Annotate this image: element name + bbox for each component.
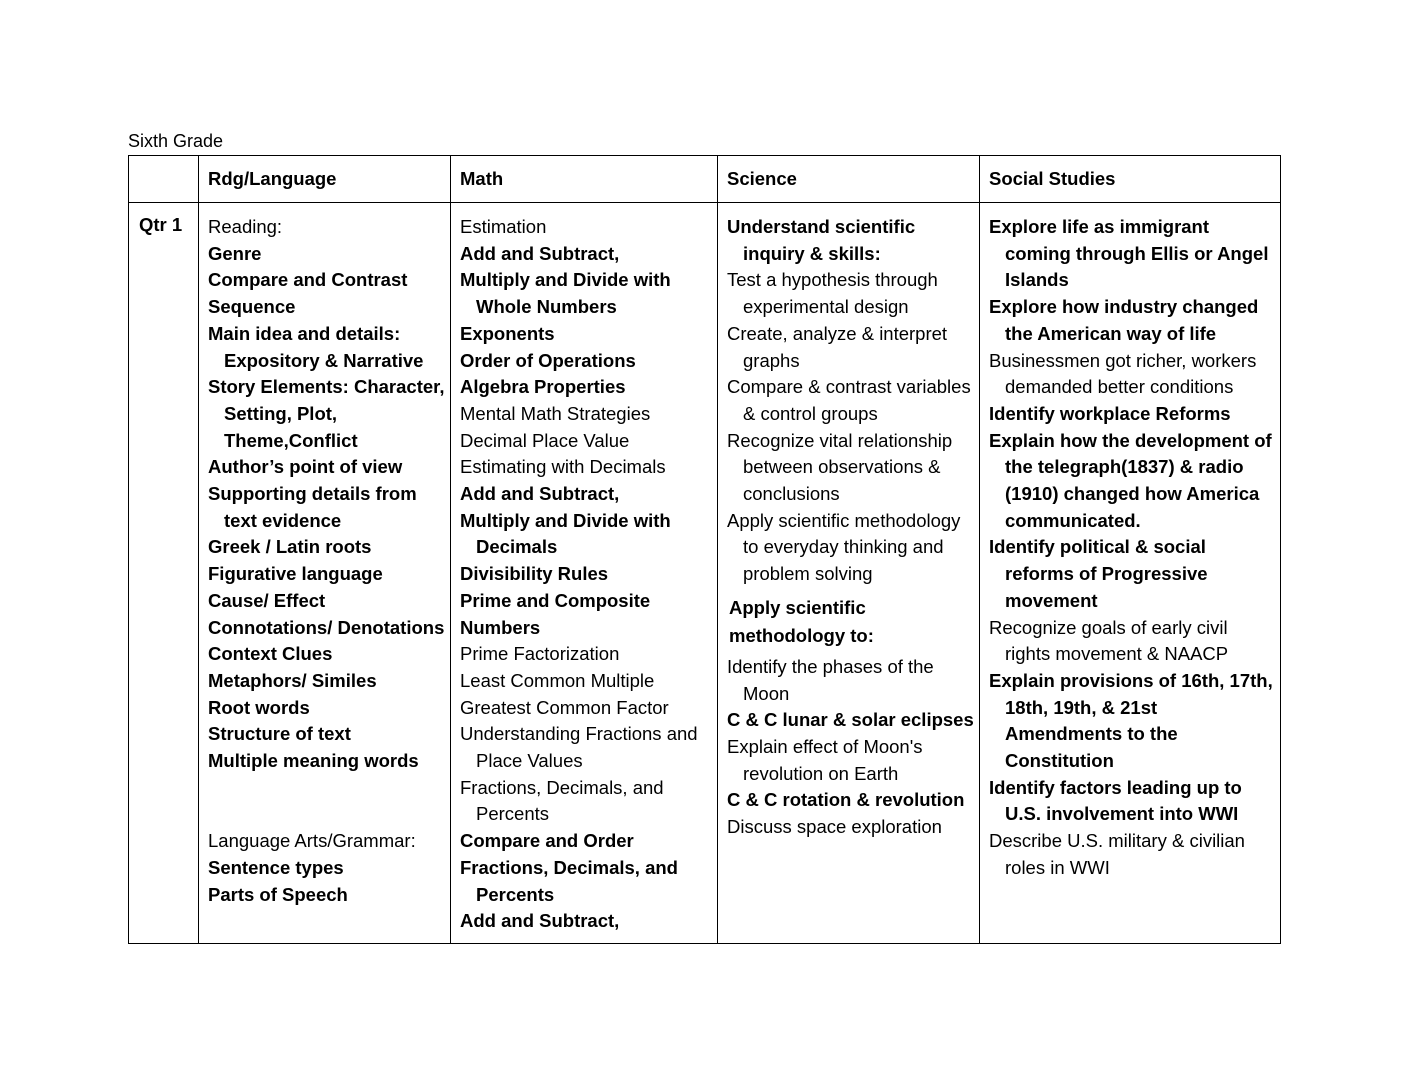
- list-item: Prime and Composite: [460, 589, 651, 611]
- list-item: Root words: [208, 696, 310, 718]
- list-item: Supporting details from text evidence: [208, 483, 417, 531]
- list-item: Add and Subtract,: [460, 483, 620, 505]
- list-item: Numbers: [460, 616, 541, 638]
- list-item: Fractions, Decimals, and Percents: [460, 776, 664, 825]
- list-item: C & C rotation & revolution: [727, 789, 965, 811]
- list-item: Sentence types: [208, 856, 344, 878]
- list-item: Metaphors/ Similes: [208, 669, 377, 691]
- list-item: Divisibility Rules: [460, 563, 609, 585]
- list-item: Compare & contrast variables & control groups: [727, 376, 971, 424]
- list-item: Connotations/ Denotations: [208, 616, 445, 638]
- list-item: Fractions, Decimals, and Percents: [460, 856, 678, 905]
- list-item: Test a hypothesis through experimental design: [727, 269, 938, 318]
- science-skills-list: [727, 214, 975, 588]
- list-item: Sequence: [208, 296, 296, 318]
- reading-list: [208, 214, 446, 775]
- header-corner: [129, 156, 199, 203]
- list-item: Language Arts/Grammar:: [208, 830, 416, 852]
- list-item: Least Common Multiple: [460, 669, 655, 691]
- social-studies-list: [989, 214, 1276, 882]
- quarter-label: Qtr 1: [129, 203, 199, 944]
- list-item: Estimation: [460, 216, 547, 237]
- list-item: C & C lunar & solar eclipses: [727, 709, 974, 731]
- list-item: Compare and Order: [460, 830, 634, 852]
- list-item: Story Elements: Character, Setting, Plot, Theme,Conflict: [208, 376, 445, 451]
- list-item: Identify factors leading up to U.S. involvement into WWI: [989, 776, 1242, 825]
- page-heading: Sixth Grade: [128, 131, 224, 151]
- header-reading-language: Rdg/Language: [199, 156, 451, 203]
- list-item: Explore life as immigrant coming through Ellis or Angel Islands: [989, 216, 1269, 291]
- list-item: Explain provisions of 16th, 17th, 18th, 19th, & 21st Amendments to the Constitution: [989, 669, 1273, 772]
- list-item: Compare and Contrast: [208, 269, 408, 291]
- list-item: Explore how industry changed the American way of life: [989, 296, 1259, 344]
- list-item: Discuss space exploration: [727, 816, 942, 838]
- math-cell: [451, 203, 718, 944]
- list-item: Parts of Speech: [208, 883, 348, 905]
- reading-spacer: [208, 775, 446, 828]
- list-item: Genre: [208, 242, 262, 264]
- grammar-list: [208, 828, 446, 908]
- social-studies-cell: [980, 203, 1281, 944]
- list-item: Greatest Common Factor: [460, 696, 669, 718]
- list-item: Apply scientific methodology to everyday thinking and problem solving: [727, 509, 961, 585]
- science-moon-list: [727, 654, 975, 841]
- list-item: Explain how the development of the telegraph(1837) & radio (1910) changed how America communicated.: [989, 429, 1272, 531]
- list-item: Describe U.S. military & civilian roles in WWI: [989, 830, 1245, 878]
- list-item: Order of Operations: [460, 349, 636, 371]
- list-item: Mental Math Strategies: [460, 402, 651, 424]
- list-item: Multiply and Divide with Decimals: [460, 509, 671, 558]
- list-item: Recognize vital relationship between observations & conclusions: [727, 429, 953, 505]
- list-item: Multiple meaning words: [208, 750, 419, 772]
- science-subheading: Apply scientific methodology to:: [729, 596, 874, 646]
- list-item: Cause/ Effect: [208, 589, 326, 611]
- list-item: Exponents: [460, 322, 555, 344]
- list-item: Greek / Latin roots: [208, 536, 372, 558]
- list-item: Main idea and details: Expository & Narrative: [208, 322, 424, 371]
- science-cell: [718, 203, 980, 944]
- list-item: Understand scientific inquiry & skills:: [727, 216, 916, 264]
- quarter-row: [129, 203, 1281, 944]
- list-item: Algebra Properties: [460, 376, 626, 398]
- reading-language-cell: [199, 203, 451, 944]
- header-row: [129, 156, 1281, 203]
- curriculum-table: [128, 155, 1281, 944]
- list-item: Create, analyze & interpret graphs: [727, 322, 948, 371]
- list-item: Structure of text: [208, 723, 351, 745]
- list-item: Add and Subtract,: [460, 242, 620, 264]
- list-item: Identify the phases of the Moon: [727, 655, 934, 704]
- list-item: Reading:: [208, 216, 283, 237]
- list-item: Figurative language: [208, 563, 383, 585]
- list-item: Multiply and Divide with Whole Numbers: [460, 269, 671, 318]
- list-item: Decimal Place Value: [460, 429, 630, 451]
- header-math: Math: [451, 156, 718, 203]
- math-list: [460, 214, 713, 935]
- list-item: Add and Subtract,: [460, 910, 620, 932]
- list-item: Businessmen got richer, workers demanded better conditions: [989, 349, 1257, 398]
- list-item: Identify workplace Reforms: [989, 402, 1231, 424]
- list-item: Recognize goals of early civil rights movement & NAACP: [989, 616, 1229, 665]
- header-social-studies: Social Studies: [980, 156, 1281, 203]
- header-science: Science: [718, 156, 980, 203]
- list-item: Author’s point of view: [208, 456, 403, 478]
- list-item: Prime Factorization: [460, 643, 620, 665]
- list-item: Explain effect of Moon's revolution on Earth: [727, 735, 923, 784]
- list-item: Estimating with Decimals: [460, 456, 666, 478]
- list-item: Understanding Fractions and Place Values: [460, 723, 698, 772]
- list-item: Context Clues: [208, 643, 333, 665]
- list-item: Identify political & social reforms of Progressive movement: [989, 536, 1208, 611]
